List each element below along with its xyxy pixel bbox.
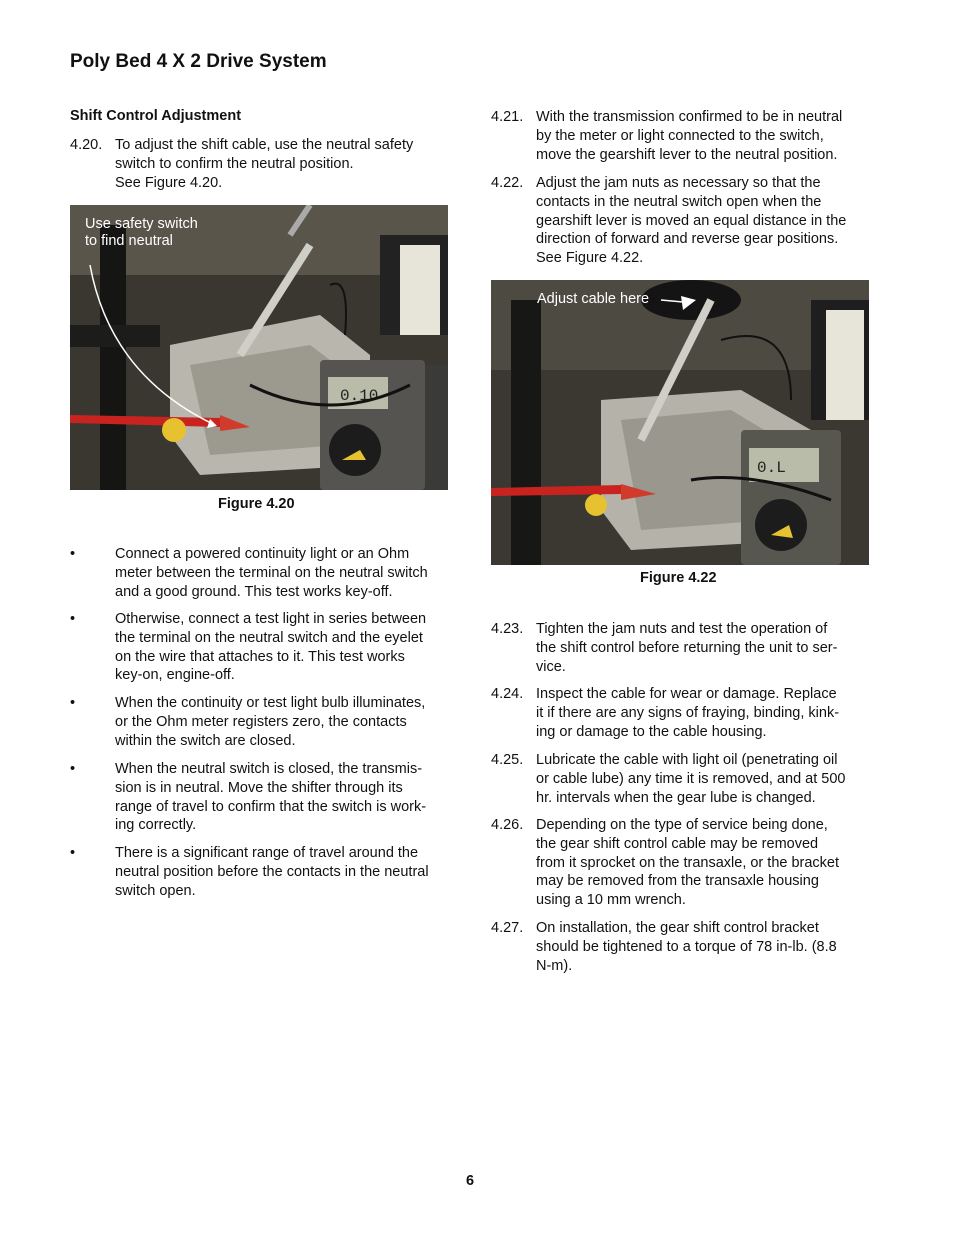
bullet-item bbox=[70, 610, 450, 690]
step-number: 4.27. bbox=[491, 920, 524, 936]
step-line: To adjust the shift cable, use the neutral safety bbox=[115, 137, 414, 153]
step-number: 4.25. bbox=[491, 752, 524, 768]
callout-line: to find neutral bbox=[85, 233, 173, 249]
bullet-item bbox=[70, 844, 450, 904]
step-line: direction of forward and reverse gear positions. bbox=[536, 231, 839, 248]
svg-text:0.L: 0.L bbox=[757, 459, 786, 477]
step-4-25 bbox=[491, 751, 871, 811]
figure-4-20-caption: Figure 4.20 bbox=[218, 496, 295, 512]
figure-4-22-caption: Figure 4.22 bbox=[640, 570, 717, 586]
step-line: using a 10 mm wrench. bbox=[536, 892, 686, 909]
step-4-21 bbox=[491, 108, 871, 168]
bullet-line: switch open. bbox=[115, 882, 196, 899]
bullet-line: key-on, engine-off. bbox=[115, 667, 235, 684]
step-line: it if there are any signs of fraying, binding, kink- bbox=[536, 704, 840, 721]
step-line: may be removed from the transaxle housing bbox=[536, 873, 819, 890]
step-4-24 bbox=[491, 685, 871, 745]
bullet-mark: • bbox=[70, 546, 76, 562]
bullet-line: neutral position before the contacts in the neutral bbox=[115, 863, 429, 880]
step-line: the gear shift control cable may be removed bbox=[536, 835, 819, 852]
page-title: Poly Bed 4 X 2 Drive System bbox=[70, 51, 327, 72]
step-line: or cable lube) any time it is removed, and at 500 bbox=[536, 770, 846, 787]
step-line: Adjust the jam nuts as necessary so that the bbox=[536, 175, 821, 191]
bullet-mark: • bbox=[70, 761, 76, 777]
step-4-22 bbox=[491, 174, 871, 270]
step-number: 4.26. bbox=[491, 817, 524, 833]
bullet-item bbox=[70, 545, 450, 605]
bullet-mark: • bbox=[70, 695, 76, 711]
step-line: vice. bbox=[536, 658, 566, 675]
step-line: With the transmission confirmed to be in neutral bbox=[536, 109, 843, 125]
step-line: contacts in the neutral switch open when the bbox=[536, 193, 822, 210]
bullet-line: range of travel to confirm that the switch is work- bbox=[115, 798, 427, 815]
bullet-line: When the continuity or test light bulb illuminates, bbox=[115, 695, 426, 711]
step-line: On installation, the gear shift control bracket bbox=[536, 920, 819, 936]
bullet-mark: • bbox=[70, 845, 76, 861]
bullet-line: Connect a powered continuity light or an Ohm bbox=[115, 546, 410, 562]
step-line: Lubricate the cable with light oil (penetrating oil bbox=[536, 752, 838, 768]
step-line: hr. intervals when the gear lube is changed. bbox=[536, 789, 816, 806]
section-heading: Shift Control Adjustment bbox=[70, 108, 242, 124]
page-number: 6 bbox=[466, 1173, 475, 1189]
step-line: Tighten the jam nuts and test the operation of bbox=[536, 621, 828, 637]
bullet-mark: • bbox=[70, 611, 76, 627]
step-line: N-m). bbox=[536, 957, 573, 974]
step-4-23 bbox=[491, 620, 871, 680]
figure-4-22-callout: Adjust cable here bbox=[537, 291, 650, 307]
bullet-item bbox=[70, 760, 450, 840]
bullet-line: Otherwise, connect a test light in series between bbox=[115, 611, 427, 627]
figure-4-20-callout bbox=[85, 216, 198, 250]
step-number: 4.23. bbox=[491, 621, 524, 637]
bullet-line: the terminal on the neutral switch and the eyelet bbox=[115, 629, 423, 646]
step-line: See Figure 4.20. bbox=[115, 174, 223, 191]
bullet-line: sion is in neutral. Move the shifter through its bbox=[115, 779, 403, 796]
bullet-line: When the neutral switch is closed, the transmis- bbox=[115, 761, 423, 777]
bullet-line: ing correctly. bbox=[115, 817, 197, 834]
step-4-20 bbox=[70, 136, 450, 196]
step-number: 4.24. bbox=[491, 686, 524, 702]
step-4-27 bbox=[491, 919, 871, 979]
figure-4-22-photo bbox=[491, 280, 869, 565]
bullet-line: within the switch are closed. bbox=[115, 732, 296, 749]
bullet-item bbox=[70, 694, 450, 754]
bullet-line: meter between the terminal on the neutral switch bbox=[115, 564, 428, 581]
step-line: from it sprocket on the transaxle, or the bracket bbox=[536, 854, 840, 871]
step-line: switch to confirm the neutral position. bbox=[115, 155, 354, 172]
step-4-26 bbox=[491, 816, 871, 912]
engine-photo-illustration bbox=[491, 280, 869, 565]
step-line: move the gearshift lever to the neutral position. bbox=[536, 146, 838, 163]
step-number: 4.20. bbox=[70, 137, 103, 153]
bullet-line: or the Ohm meter registers zero, the contacts bbox=[115, 713, 407, 730]
bullet-line: There is a significant range of travel around the bbox=[115, 845, 419, 861]
step-line: gearshift lever is moved an equal distance in the bbox=[536, 212, 847, 229]
step-line: should be tightened to a torque of 78 in-lb. (8.8 bbox=[536, 938, 837, 955]
step-number: 4.22. bbox=[491, 175, 524, 191]
step-line: ing or damage to the cable housing. bbox=[536, 723, 767, 740]
callout-line: Use safety switch bbox=[85, 216, 198, 232]
bullet-line: and a good ground. This test works key-off. bbox=[115, 583, 393, 600]
step-line: Inspect the cable for wear or damage. Replace bbox=[536, 686, 837, 702]
svg-text:0.10: 0.10 bbox=[340, 387, 379, 405]
figure-4-20-photo bbox=[70, 205, 448, 490]
step-line: by the meter or light connected to the switch, bbox=[536, 127, 824, 144]
step-line: the shift control before returning the unit to ser- bbox=[536, 639, 838, 656]
bullet-line: on the wire that attaches to it. This test works bbox=[115, 648, 405, 665]
step-line: Depending on the type of service being done, bbox=[536, 817, 828, 833]
step-line: See Figure 4.22. bbox=[536, 250, 644, 267]
step-number: 4.21. bbox=[491, 109, 524, 125]
